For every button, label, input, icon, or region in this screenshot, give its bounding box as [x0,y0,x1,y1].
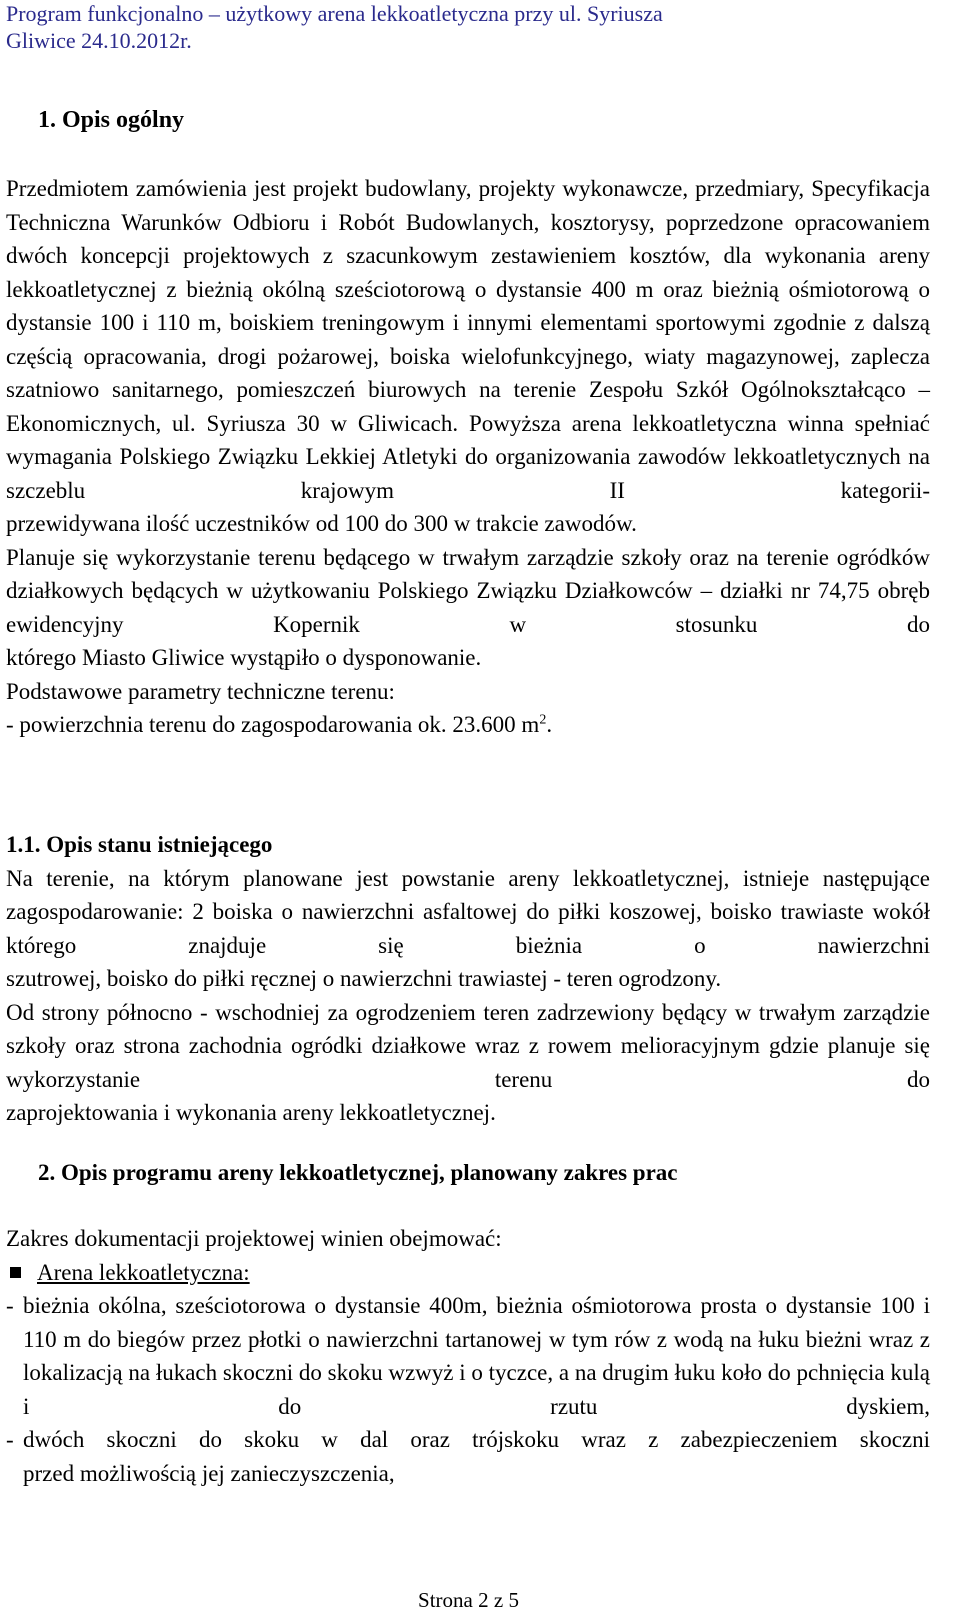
params-area-period: . [546,712,553,737]
section-1-paragraph-1: Przedmiotem zamówienia jest projekt budowlany, projekty wykonawcze, przedmiary, Specyfikacja Techniczna Warunków Odbioru i Robót Budowlanych, kosztorysy, poprzedzone opracowaniem dwóch koncepcji projektowych z szacunkowym zestawieniem kosztów, dla wykonania areny lekkoatletycznej z bieżnią okólną sześciotorową o dystansie 400 m oraz bieżnią ośmiotorową o dystansie 100 i 110 m, boiskiem treningowym i innymi elementami sportowymi zgodnie z dalszą częścią opracowania, drogi pożarowej, boiska wielofunkcyjnego, wiaty magazynowej, zaplecza szatniowo sanitarnego, pomieszczeń biurowych na terenie Zespołu Szkół Ogólnokształcąco – Ekonomicznych, ul. Syriusza 30 w Gliwicach. Powyższa arena lekkoatletyczna winna spełniać wymagania Polskiego Związku Lekkiej Atletyki do organizowania zawodów lekkoatletycznych na szczeblu krajowym II kategorii- [6,176,930,503]
scope-item-jump-text: dwóch skoczni do skoku w dal oraz trójskoku wraz z zabezpieczeniem skoczni [23,1427,930,1452]
section-1-paragraph-2-end: którego Miasto Gliwice wystąpiło o dysponowanie. [6,645,482,670]
page-header [6,0,663,54]
params-area-superscript: 2 [539,712,547,728]
scope-item-jump [6,1423,930,1490]
section-1-1-paragraph-2-end: zaprojektowania i wykonania areny lekkoatletycznej. [6,1100,496,1125]
section-1-1 [6,828,930,1130]
section-1-heading: 1. Opis ogólny [38,107,185,133]
header-date: Gliwice 24.10.2012r. [6,28,192,53]
section-1-paragraph-2: Planuje się wykorzystanie terenu będącego w trwałym zarządzie szkoły oraz na terenie ogródków działkowych będących w użytkowaniu Polskiego Związku Działkowców – działki nr 74,75 obręb ewidencyjny Kopernik w stosunku do [6,544,930,637]
section-2-body [6,1222,930,1490]
list-dash: - [6,1427,14,1452]
bullet-arena [6,1256,930,1290]
scope-item-track-text: bieżnia okólna, sześciotorowa o dystansie 400m, bieżnia ośmiotorowa prosta o dystansie 100 i 110 m do biegów przez płotki o nawierzchni tartanowej w tym rów z wodą na łuku bieżni wraz z lokalizacją na łukach skoczni do skoku wzwyż i o tyczce, a na drugim łuku koło do pchnięcia kulą i do rzutu dyskiem, [23,1293,930,1419]
params-area-text: - powierzchnia terenu do zagospodarowania ok. 23.600 m [6,712,540,737]
scope-intro: Zakres dokumentacji projektowej winien obejmować: [6,1226,502,1251]
section-2-heading-wrap [38,1156,928,1190]
section-1-body [6,172,930,742]
section-1-1-heading: 1.1. Opis stanu istniejącego [6,832,273,857]
scope-item-track [6,1289,930,1423]
section-1-1-paragraph-1: Na terenie, na którym planowane jest powstanie areny lekkoatletycznej, istnieje następujące zagospodarowanie: 2 boiska o nawierzchni asfaltowej do piłki koszowej, boisko trawiaste wokół którego znajduje się bieżnia o nawierzchni [6,865,930,958]
section-1-1-paragraph-2: Od strony północno - wschodniej za ogrodzeniem teren zadrzewiony będący w trwałym zarządzie szkoły oraz strona zachodnia ogródki działkowe wraz z rowem melioracyjnym gdzie planuje się wykorzystanie terenu do [6,999,930,1092]
section-1-paragraph-1-end: przewidywana ilość uczestników od 100 do 300 w trakcie zawodów. [6,511,637,536]
technical-params-title: Podstawowe parametry techniczne terenu: [6,678,395,704]
scope-item-jump-text-end: przed możliwością jej zanieczyszczenia, [23,1460,395,1486]
page-footer: Strona 2 z 5 [418,1588,519,1612]
section-1-1-paragraph-1-end: szutrowej, boisko do piłki ręcznej o nawierzchni trawiastej - teren ogrodzony. [6,966,722,991]
list-dash: - [6,1293,14,1318]
bullet-arena-label: Arena lekkoatletyczna: [37,1259,250,1285]
technical-params-item [6,708,930,742]
section-2-heading: 2. Opis programu areny lekkoatletycznej, planowany zakres prac [38,1160,678,1185]
square-bullet-icon [10,1267,21,1278]
header-title: Program funkcjonalno – użytkowy arena lekkoatletyczna przy ul. Syriusza [6,1,663,26]
